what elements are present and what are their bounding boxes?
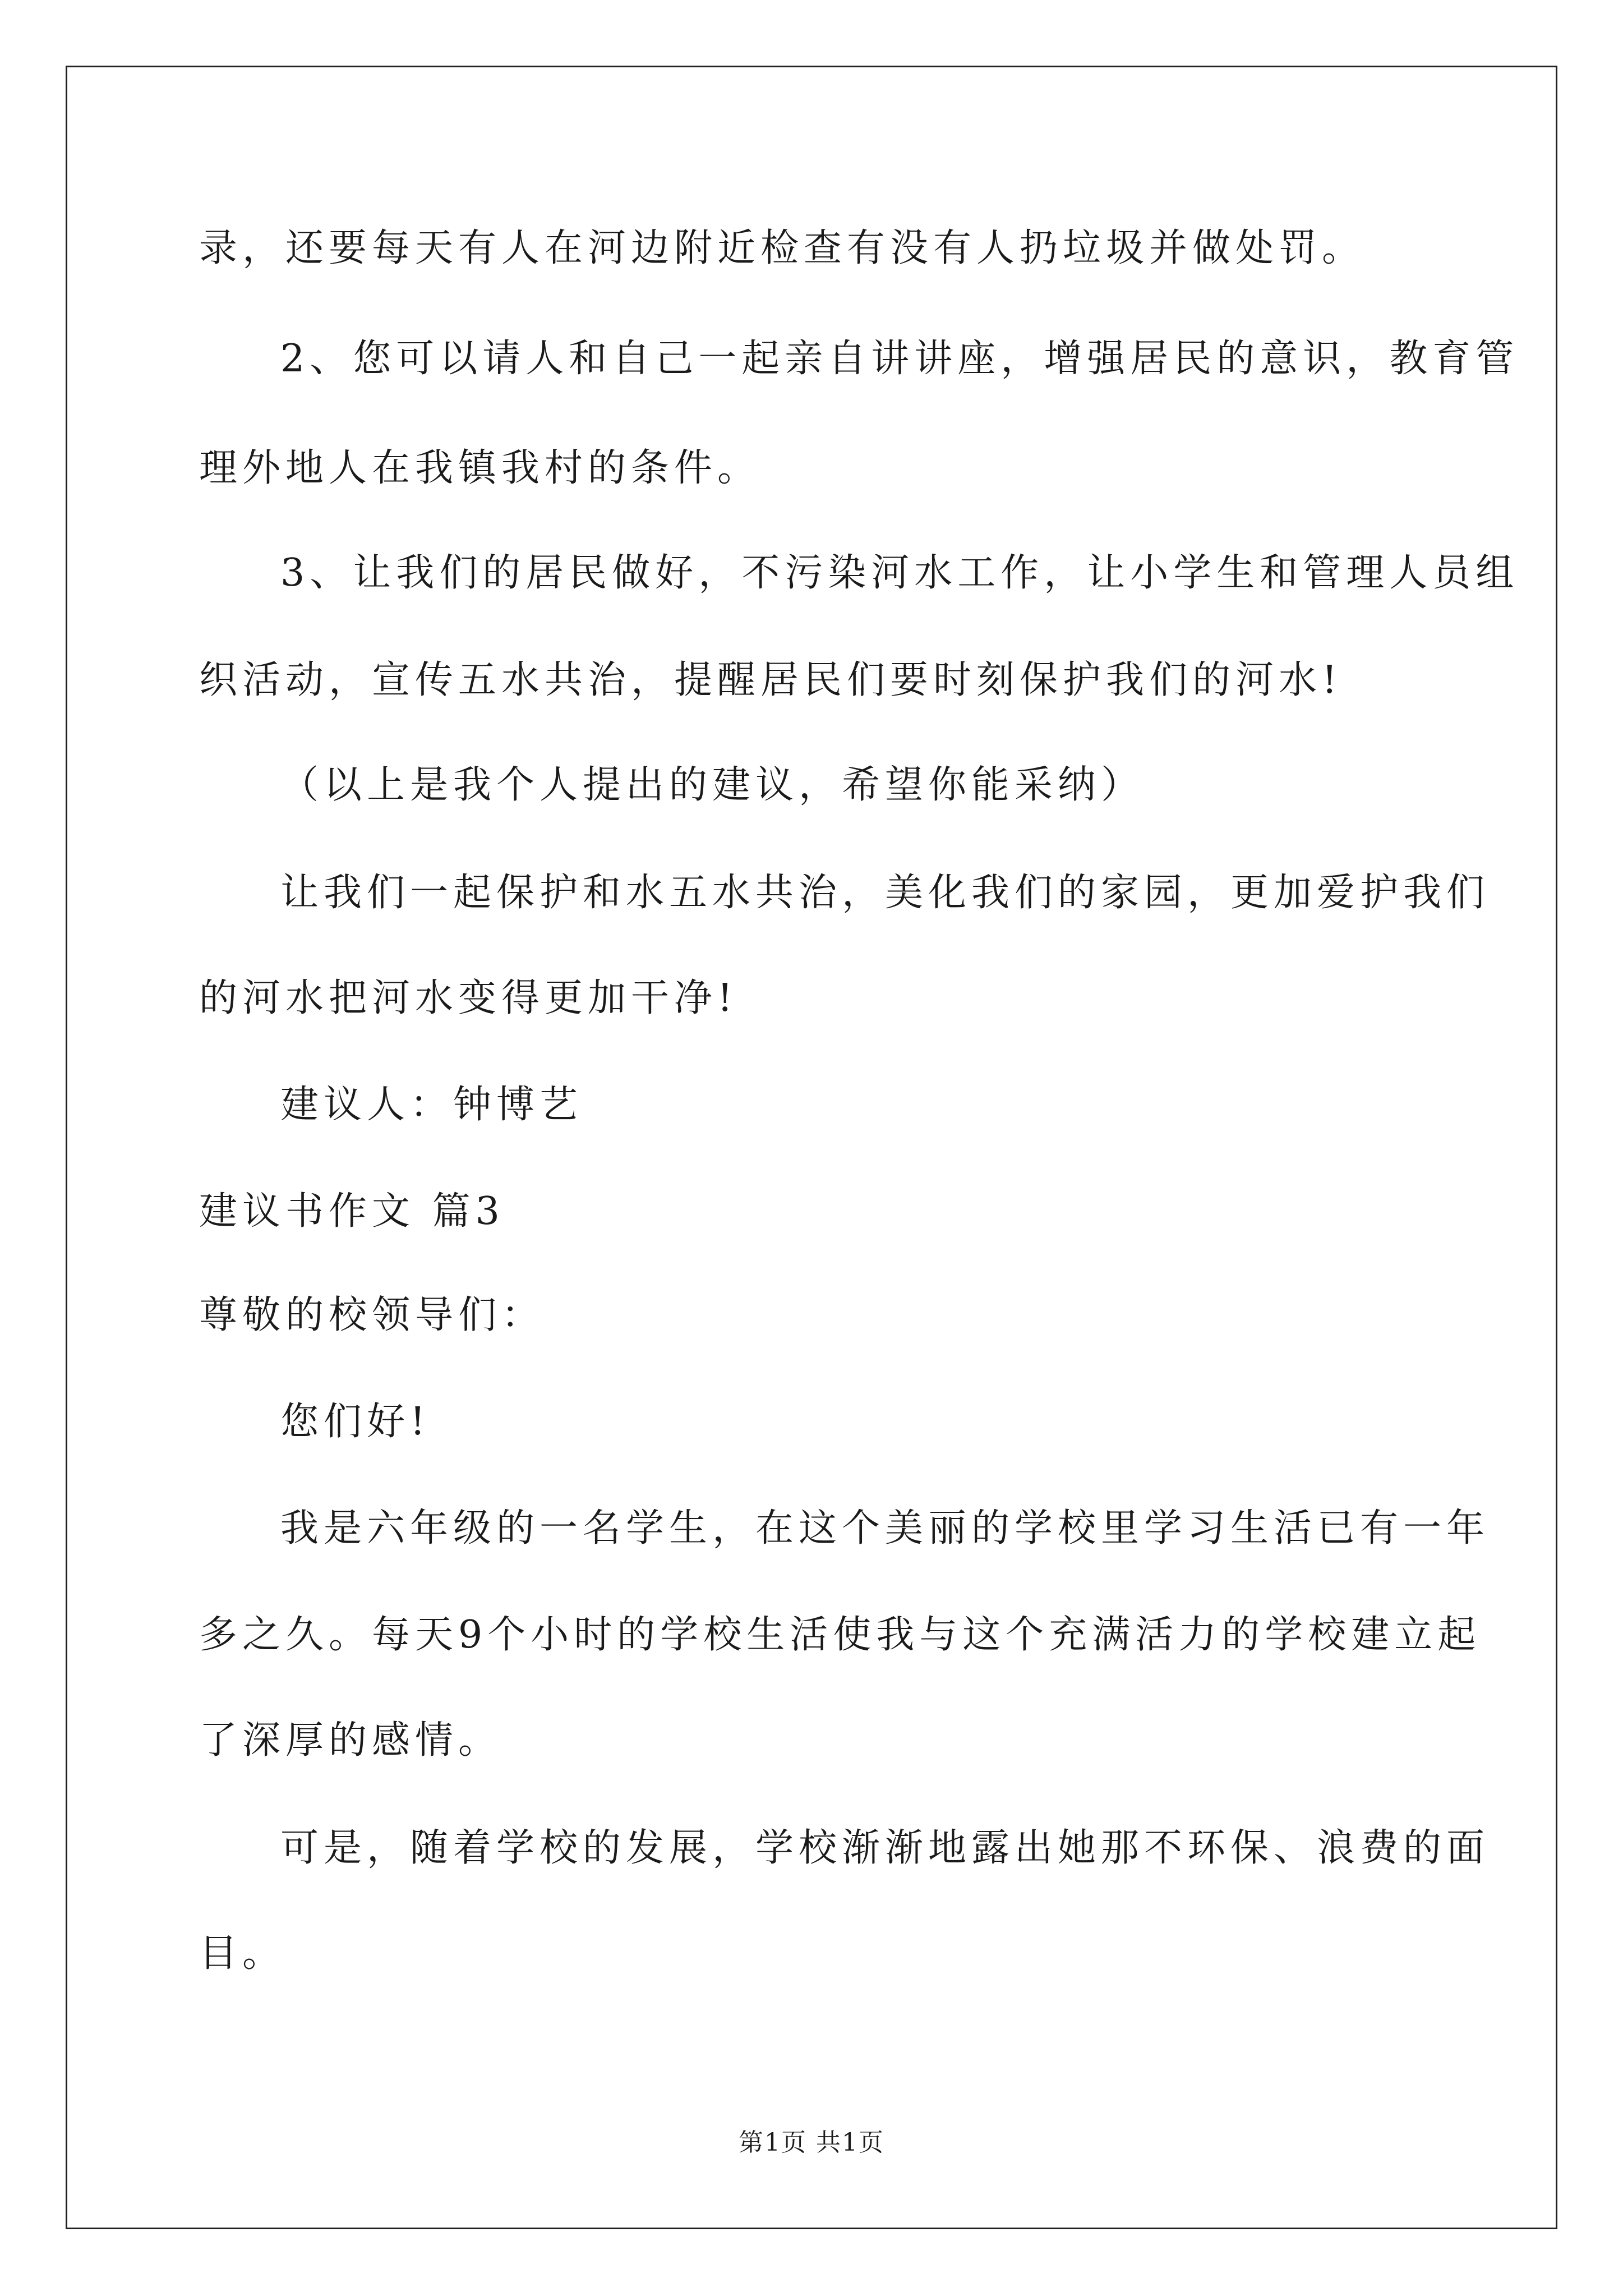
signature-line: 建议人：钟博艺 <box>280 1083 583 1127</box>
text-line: 可是，随着学校的发展，学校渐渐地露出她那不环保、浪费的面 <box>280 1826 1490 1870</box>
text-line: 了深厚的感情。 <box>199 1718 502 1763</box>
text-line: 目。 <box>199 1931 286 1976</box>
greeting: 您们好! <box>280 1400 431 1444</box>
text-line: 2、您可以请人和自己一起亲自讲讲座，增强居民的意识，教育管 <box>280 337 1519 381</box>
text-line: 我是六年级的一名学生，在这个美丽的学校里学习生活已有一年 <box>280 1506 1490 1550</box>
page-border <box>66 66 1557 2229</box>
text-line: 让我们一起保护和水五水共治，美化我们的家园，更加爱护我们 <box>280 871 1490 915</box>
section-heading: 建议书作文 篇3 <box>199 1189 505 1234</box>
text-line: 的河水把河水变得更加干净! <box>199 976 738 1020</box>
text-line: 理外地人在我镇我村的条件。 <box>199 446 761 490</box>
page-footer: 第1页 共1页 <box>739 2128 884 2157</box>
text-line: 3、让我们的居民做好，不污染河水工作，让小学生和管理人员组 <box>280 551 1519 595</box>
text-line: （以上是我个人提出的建议，希望你能采纳） <box>280 763 1145 807</box>
text-line: 录，还要每天有人在河边附近检查有没有人扔垃圾并做处罚。 <box>199 226 1366 270</box>
salutation: 尊敬的校领导们： <box>199 1293 545 1337</box>
text-line: 多之久。每天9个小时的学校生活使我与这个充满活力的学校建立起 <box>199 1613 1481 1657</box>
text-line: 织活动，宣传五水共治，提醒居民们要时刻保护我们的河水! <box>199 658 1343 702</box>
